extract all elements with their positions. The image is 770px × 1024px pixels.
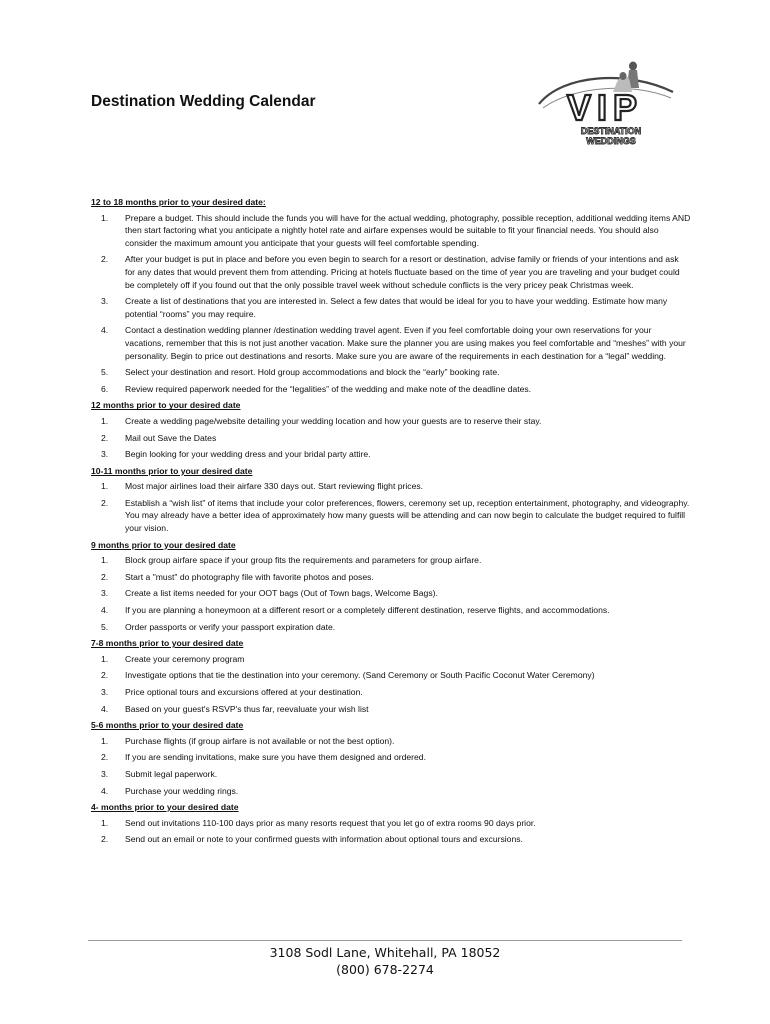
item-text: Price optional tours and excursions offered at your destination.	[125, 687, 363, 697]
item-text: Select your destination and resort. Hold group accommodations and block the “early” booking rate.	[125, 367, 500, 378]
section-heading: 10-11 months prior to your desired date	[91, 465, 253, 476]
list-item	[91, 768, 691, 781]
item-number: 2.	[101, 834, 109, 845]
section-list	[91, 554, 691, 633]
item-text: If you are planning a honeymoon at a different resort or a completely different destination, reserve flights, and accommodations.	[125, 605, 610, 616]
item-text: Create your ceremony program	[125, 653, 245, 664]
item-number: 2.	[101, 432, 109, 443]
footer	[0, 944, 770, 978]
item-number: 1.	[101, 481, 109, 492]
item-number: 5.	[101, 367, 109, 378]
item-text: Start a "must" do photography file with favorite photos and poses.	[125, 571, 374, 582]
item-number: 3.	[101, 449, 109, 460]
list-item	[91, 703, 691, 716]
item-text: Contact a destination wedding planner /destination wedding travel agent. Even if you feel comfortable doing your own reservations for your vacations, remember that this is not just another vacation. Make sure the planner you are using makes you feel comfortable and “meshes” with your personality. Begin to price out destinations and resorts. Make sure you are aware of the requirements in each destination for a “legal” wedding.	[125, 325, 686, 361]
vip-destination-weddings-logo	[533, 52, 678, 152]
list-item	[91, 817, 691, 830]
list-item	[91, 735, 691, 748]
page-title: Destination Wedding Calendar	[91, 93, 316, 110]
item-text: Most major airlines load their airfare 330 days out. Start reviewing flight prices.	[125, 481, 424, 492]
item-text: Review required paperwork needed for the “legalities” of the wedding and make note of the deadline dates.	[125, 383, 532, 394]
list-item	[91, 295, 691, 320]
list-item	[91, 448, 691, 461]
list-item	[91, 751, 691, 764]
item-number: 2.	[101, 752, 109, 763]
list-item	[91, 669, 691, 682]
list-item	[91, 432, 691, 445]
footer-divider	[88, 940, 682, 941]
list-item	[91, 785, 691, 798]
list-item	[91, 480, 691, 493]
list-item	[91, 604, 691, 617]
item-text: Send out an email or note to your confirmed guests with information about optional tours and excursions.	[125, 834, 523, 845]
item-text: Create a wedding page/website detailing your wedding location and how your guests are to reserve their stay.	[125, 415, 542, 426]
item-text: Submit legal paperwork.	[125, 768, 218, 779]
section-heading: 9 months prior to your desired date	[91, 539, 236, 550]
section-list	[91, 212, 691, 396]
item-number: 1.	[101, 653, 109, 664]
section-heading: 4- months prior to your desired date	[91, 802, 239, 813]
item-number: 2.	[101, 497, 109, 508]
item-number: 3.	[101, 588, 109, 599]
list-item	[91, 366, 691, 379]
item-text: Send out invitations 110-100 days prior as many resorts request that you let go of extra rooms 90 days prior.	[125, 817, 536, 828]
item-text: Create a list of destinations that you are interested in. Select a few dates that would be ideal for you to have your wedding. Estimate how many potential “rooms” you may require.	[125, 296, 668, 319]
item-text: Based on your guest's RSVP's thus far, reevaluate your wish list	[125, 703, 369, 714]
item-number: 1.	[101, 212, 109, 223]
section-list	[91, 480, 691, 534]
list-item	[91, 653, 691, 666]
logo-letters: VIP	[566, 87, 644, 128]
list-item	[91, 415, 691, 428]
item-number: 1.	[101, 555, 109, 566]
item-text: Begin looking for your wedding dress and your bridal party attire.	[125, 449, 371, 460]
section-heading: 12 months prior to your desired date	[91, 400, 241, 411]
section-list	[91, 817, 691, 846]
list-item	[91, 253, 691, 291]
item-number: 1.	[101, 735, 109, 746]
item-text: Investigate options that tie the destination into your ceremony. (Sand Ceremony or South Pacific Coconut Water Ceremony)	[125, 670, 595, 681]
item-text: Create a list items needed for your OOT bags (Out of Town bags, Welcome Bags).	[125, 588, 438, 599]
list-item	[91, 621, 691, 634]
item-number: 6.	[101, 383, 109, 394]
item-number: 4.	[101, 325, 109, 336]
footer-phone: (800) 678-2274	[336, 962, 434, 977]
item-number: 3.	[101, 768, 109, 779]
item-text: Purchase your wedding rings.	[125, 785, 239, 796]
list-item	[91, 686, 691, 699]
list-item	[91, 554, 691, 567]
item-number: 2.	[101, 670, 109, 681]
logo-line1: DESTINATION	[580, 126, 642, 136]
item-text: If you are sending invitations, make sure you have them designed and ordered.	[125, 752, 426, 763]
item-text: Establish a “wish list” of items that include your color preferences, flowers, ceremony set up, reception entertainment, photography, and videography. You may already have a better idea of approximately how many guests will be attending and can now begin to calculate the budget required to fulfill your vision.	[125, 497, 690, 534]
item-number: 4.	[101, 605, 109, 616]
item-text: After your budget is put in place and before you even begin to search for a resort or destination, advise family or friends of your intentions and ask for any dates that would prevent them from attending. Pricing at hotels fluctuate based on the time of year you are traveling and your budget could be completely off if you found out that the only possible travel week without schedule conflicts is the very pricey peak Christmas week.	[125, 254, 680, 290]
item-text: Prepare a budget. This should include the funds you will have for the actual wedding, photography, possible reception, additional wedding items AND then start factoring what you anticipate a nightly hotel rate and airfare expenses would be suitable to fit your financial needs. You should also consider the maximum amount you anticipate that your guests will feel comfortable spending.	[125, 212, 691, 248]
item-number: 3.	[101, 687, 109, 697]
list-item	[91, 587, 691, 600]
list-item	[91, 497, 691, 535]
section-heading: 5-6 months prior to your desired date	[91, 720, 244, 731]
list-item	[91, 571, 691, 584]
item-number: 2.	[101, 254, 109, 265]
list-item	[91, 383, 691, 396]
list-item	[91, 833, 691, 846]
section-heading: 7-8 months prior to your desired date	[91, 638, 244, 649]
section-list	[91, 735, 691, 797]
footer-address: 3108 Sodl Lane, Whitehall, PA 18052	[269, 945, 501, 960]
item-number: 3.	[101, 296, 109, 307]
item-number: 2.	[101, 571, 109, 582]
item-text: Order passports or verify your passport expiration date.	[125, 621, 336, 632]
item-number: 5.	[101, 621, 109, 632]
section-list	[91, 653, 691, 715]
section-heading: 12 to 18 months prior to your desired date:	[91, 197, 266, 207]
item-number: 4.	[101, 785, 109, 796]
list-item	[91, 212, 691, 250]
item-text: Mail out Save the Dates	[125, 432, 217, 443]
section-list	[91, 415, 691, 461]
item-number: 4.	[101, 703, 109, 714]
calendar-content	[91, 196, 691, 850]
item-text: Block group airfare space if your group fits the requirements and parameters for group airfare.	[125, 555, 482, 566]
item-number: 1.	[101, 415, 109, 426]
list-item	[91, 324, 691, 362]
logo-line2: WEDDINGS	[586, 136, 636, 146]
item-number: 1.	[101, 817, 109, 828]
item-text: Purchase flights (if group airfare is not available or not the best option).	[125, 735, 395, 746]
